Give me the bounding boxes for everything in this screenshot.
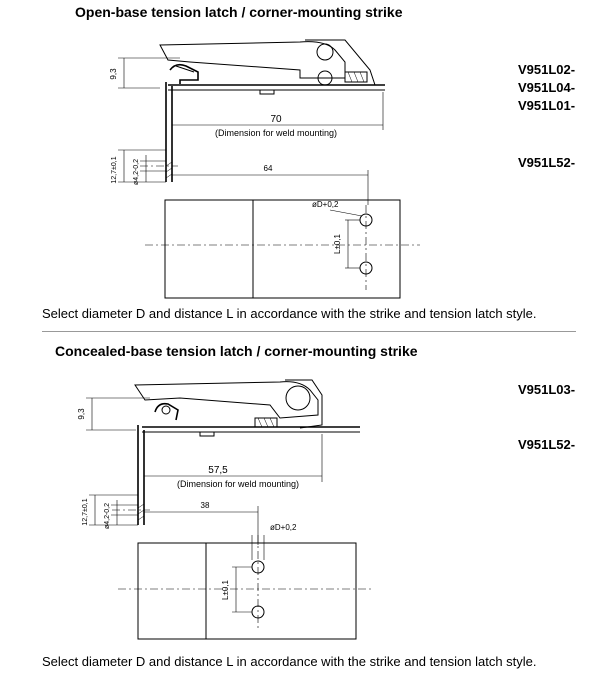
dim-hole: ø4,2-0,2	[104, 502, 111, 530]
dim-caption: (Dimension for weld mounting)	[176, 479, 300, 489]
dim-hole: ø4,2-0,2	[133, 158, 140, 186]
section2-note: Select diameter D and distance L in accordance with the strike and tension latch style.	[42, 654, 537, 669]
dim-offset: 38	[200, 501, 210, 510]
dim-length: 70	[270, 114, 282, 125]
dim-height: 9,3	[109, 68, 118, 80]
part-number: V951L52-	[518, 155, 576, 170]
part-number: V951L03-	[518, 382, 576, 397]
dim-plate: 12,7±0,1	[82, 498, 89, 526]
dim-length: 57,5	[208, 465, 228, 476]
section1-heading: Open-base tension latch / corner-mounting strike	[75, 4, 403, 20]
dim-distance: L±0,1	[221, 580, 230, 600]
drawing-concealed-base	[77, 380, 372, 639]
part-number: V951L01-	[518, 98, 576, 113]
dim-diameter: øD+0,2	[270, 523, 297, 532]
dim-caption: (Dimension for weld mounting)	[214, 128, 338, 138]
part-number: V951L04-	[518, 80, 576, 95]
section2-heading: Concealed-base tension latch / corner-mounting strike	[55, 343, 418, 359]
part-number: V951L52-	[518, 437, 576, 452]
dim-offset: 64	[263, 164, 273, 173]
drawing-open-base	[109, 40, 420, 298]
dim-plate: 12,7±0,1	[111, 156, 118, 184]
part-number: V951L02-	[518, 62, 576, 77]
dim-diameter: øD+0,2	[312, 200, 339, 209]
dim-height: 9,3	[77, 408, 86, 420]
dim-distance: L±0,1	[333, 234, 342, 254]
section1-note: Select diameter D and distance L in accordance with the strike and tension latch style.	[42, 306, 537, 321]
